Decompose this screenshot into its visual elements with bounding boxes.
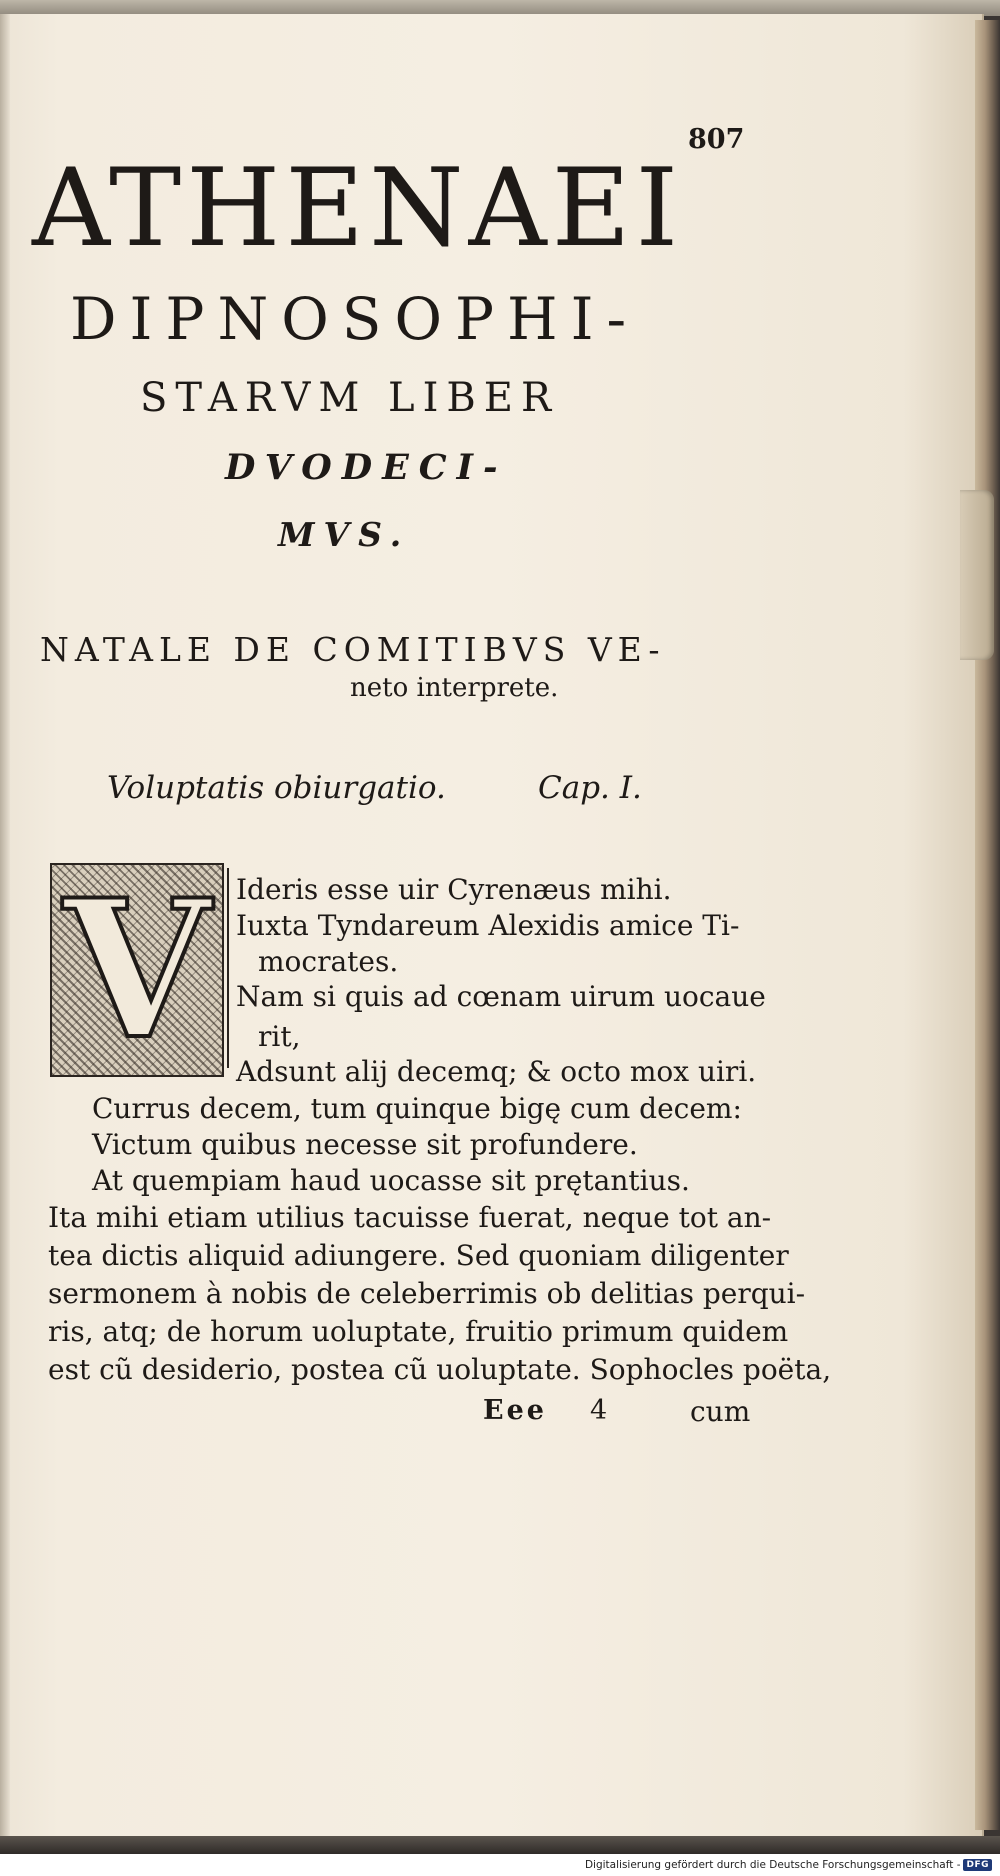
verse-line: mocrates. <box>258 945 399 978</box>
signature-mark: Eee <box>483 1395 547 1426</box>
dfg-logo: DFG <box>963 1859 992 1871</box>
verse-line: Ideris esse uir Cyrenæus mihi. <box>236 873 672 906</box>
page-tab <box>960 490 994 660</box>
scan-bottom-edge <box>0 1836 1000 1854</box>
page-fore-edge <box>975 20 1000 1830</box>
title-line-4: DVODECI- <box>225 447 508 488</box>
funding-text: Digitalisierung gefördert durch die Deutsche Forschungsgemeinschaft - <box>584 1859 961 1871</box>
verse-line: Iuxta Tyndareum Alexidis amice Ti- <box>236 909 740 942</box>
title-line-1: ATHENAEI <box>32 146 684 271</box>
translator-heading: NATALE DE COMITIBVS VE- <box>40 630 666 669</box>
translator-heading-cont: neto interprete. <box>350 673 559 703</box>
verse-line: Adsunt alij decemq; & octo mox uiri. <box>236 1055 757 1088</box>
prose-line: tea dictis aliquid adiungere. Sed quoniam diligenter <box>48 1239 789 1272</box>
title-line-3: STARVM LIBER <box>140 375 560 421</box>
title-line-2: DIPNOSOPHI- <box>70 285 640 353</box>
title-line-5: MVS. <box>278 515 411 554</box>
page-number: 807 <box>688 124 745 155</box>
verse-line: Victum quibus necesse sit profundere. <box>92 1128 638 1161</box>
signature-number: 4 <box>590 1395 608 1426</box>
funding-footer <box>585 1856 992 1874</box>
catchword: cum <box>690 1395 751 1428</box>
chapter-number: Cap. I. <box>538 770 642 806</box>
decorated-initial <box>50 858 224 1081</box>
verse-line: At quempiam haud uocasse sit prętantius. <box>92 1164 690 1197</box>
prose-line: sermonem à nobis de celeberrimis ob delitias perqui- <box>48 1277 806 1310</box>
initial-letter: V <box>63 858 211 1081</box>
verse-line: rit, <box>258 1020 301 1053</box>
chapter-summary: Voluptatis obiurgatio. <box>107 770 446 806</box>
prose-line: Ita mihi etiam utilius tacuisse fuerat, neque tot an- <box>48 1201 772 1234</box>
verse-line: Currus decem, tum quinque bigę cum decem: <box>92 1092 742 1125</box>
initial-rule <box>227 868 229 1068</box>
verse-line: Nam si quis ad cœnam uirum uocaue <box>236 980 766 1013</box>
page-gutter <box>0 14 10 1836</box>
prose-line: est cũ desiderio, postea cũ uoluptate. Sophocles poëta, <box>48 1353 832 1386</box>
prose-line: ris, atq; de horum uoluptate, fruitio primum quidem <box>48 1315 789 1348</box>
